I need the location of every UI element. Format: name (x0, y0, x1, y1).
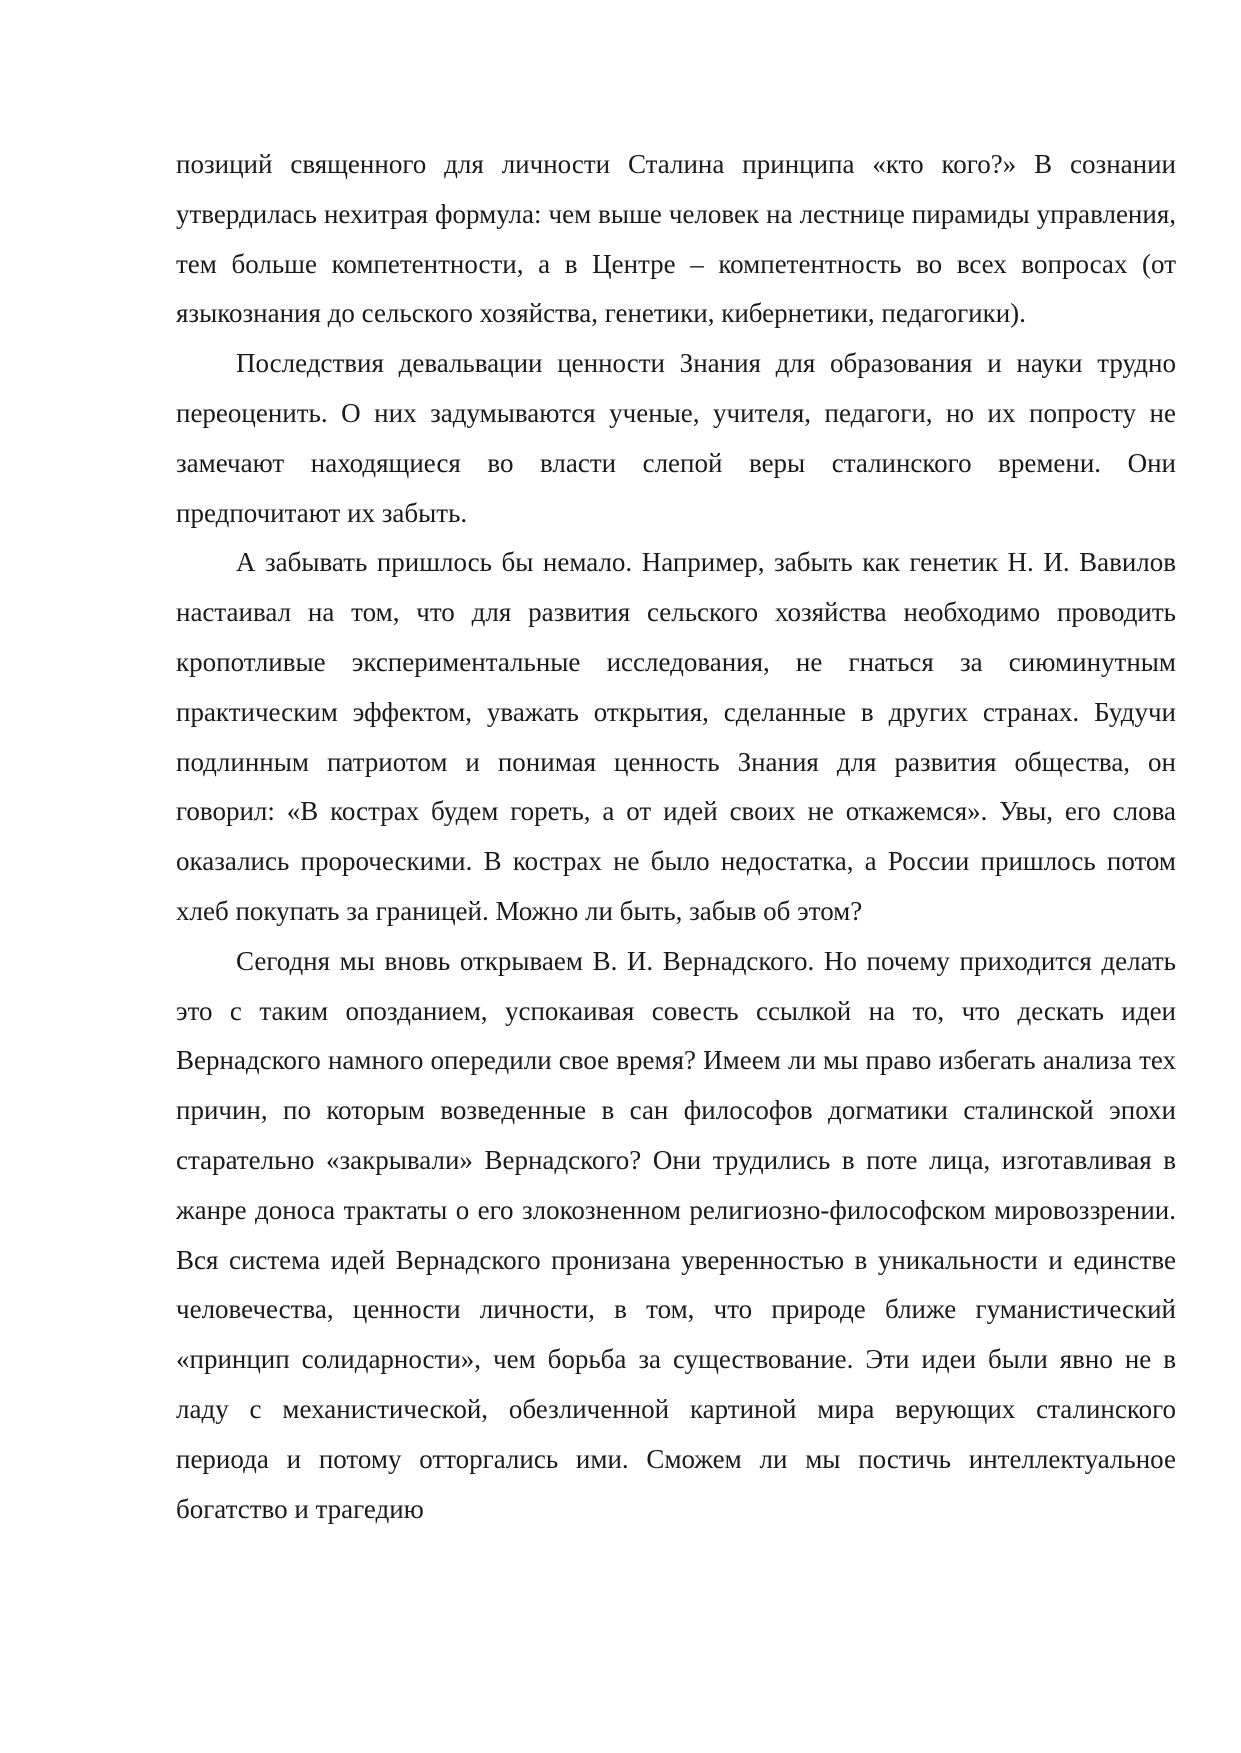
paragraph-2: Последствия девальвации ценности Знания для образования и науки трудно переоценить. О них задумываются ученые, учителя, педагоги, но их попросту не замечают находящиеся во власти слепой веры сталинского времени. Они предпочитают их забыть. (176, 348, 1176, 528)
document-body (176, 140, 1176, 1534)
paragraph-1: позиций священного для личности Сталина принципа «кто кого?» В сознании утвердилась нехитрая формула: чем выше человек на лестнице пирамиды управления, тем больше компетентности, а в Центре – компетентность во всех вопросах (от языкознания до сельского хозяйства, генетики, кибернетики, педагогики). (176, 149, 1176, 329)
paragraph-4: Сегодня мы вновь открываем В. И. Вернадского. Но почему приходится делать это с таким опозданием, успокаивая совесть ссылкой на то, что дескать идеи Вернадского намного опередили свое время? Имеем ли мы право избегать анализа тех причин, по которым возведенные в сан философов догматики сталинской эпохи старательно «закрывали» Вернадского? Они трудились в поте лица, изготавливая в жанре доноса трактаты о его злокозненном религиозно-философском мировоззрении. Вся система идей Вернадского пронизана уверенностью в уникальности и единстве человечества, ценности личности, в том, что природе ближе гуманистический «принцип солидарности», чем борьба за существование. Эти идеи были явно не в ладу с механистической, обезличенной картиной мира верующих сталинского периода и потому отторгались ими. Сможем ли мы постичь интеллектуальное богатство и трагедию (176, 945, 1176, 1524)
paragraph-3: А забывать пришлось бы немало. Например, забыть как генетик Н. И. Вавилов настаивал на том, что для развития сельского хозяйства необходимо проводить кропотливые экспериментальные исследования, не гнаться за сиюминутным практическим эффектом, уважать открытия, сделанные в других странах. Будучи подлинным патриотом и понимая ценность Знания для развития общества, он говорил: «В кострах будем гореть, а от идей своих не откажемся». Увы, его слова оказались пророческими. В кострах не было недостатка, а России пришлось потом хлеб покупать за границей. Можно ли быть, забыв об этом? (176, 547, 1176, 926)
